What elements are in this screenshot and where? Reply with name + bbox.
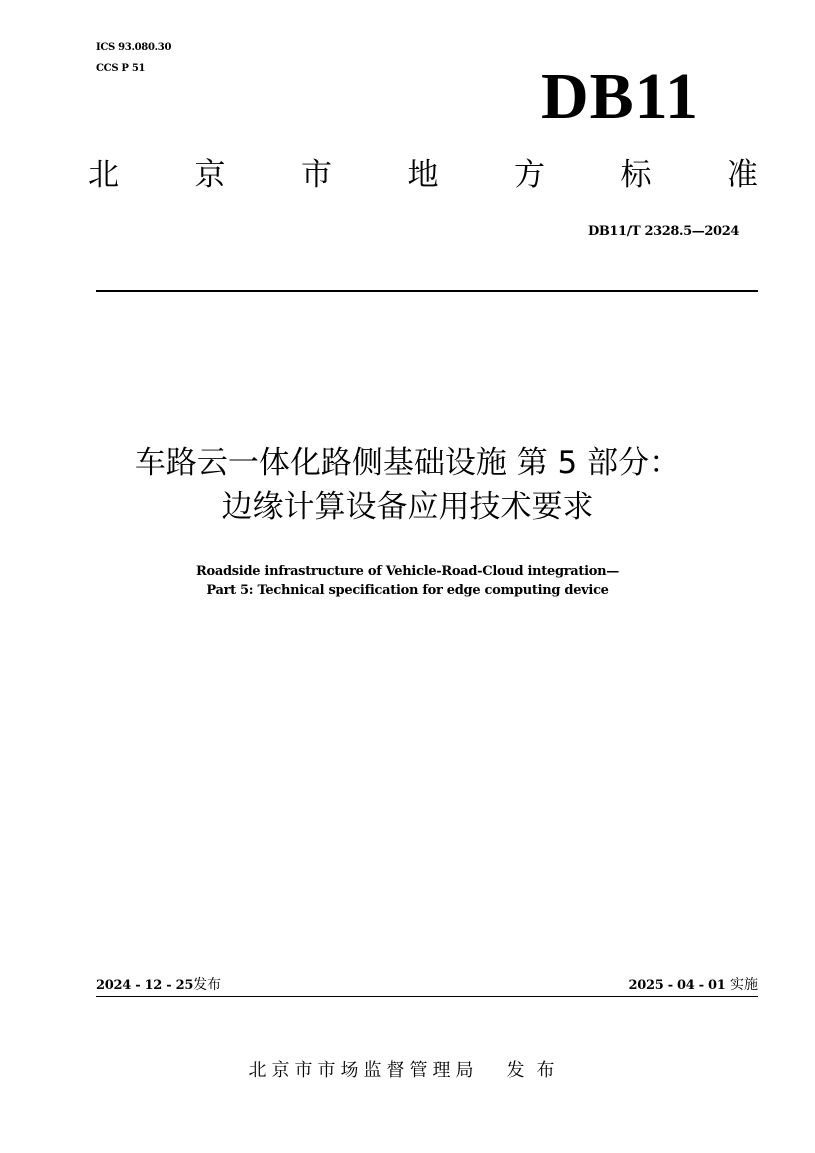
footer-divider	[96, 996, 758, 997]
standard-type-char: 北	[88, 157, 119, 193]
title-english	[0, 563, 815, 601]
issuer-action: 发布	[506, 1060, 567, 1081]
dates-row	[96, 974, 758, 994]
issuer	[0, 1056, 815, 1082]
ccs-code: CCS P 51	[96, 63, 146, 74]
standard-type-char: 准	[727, 157, 758, 193]
publish-label: 发布	[193, 977, 222, 993]
standard-number: DB11/T 2328.5—2024	[587, 224, 739, 239]
standard-type	[88, 157, 758, 194]
header-divider	[96, 290, 758, 292]
standard-mark: DB11	[540, 60, 699, 133]
title-chinese	[0, 441, 815, 529]
standard-type-char: 地	[407, 157, 439, 193]
publish-date: 2024 - 12 - 25	[96, 978, 194, 993]
publish-date-group	[96, 974, 221, 994]
standard-type-char: 市	[301, 157, 332, 193]
title-english-line-2: Part 5: Technical specification for edge computing device	[206, 582, 609, 598]
title-chinese-line-2: 边缘计算设备应用技术要求	[221, 489, 594, 526]
implement-date: 2025 - 04 - 01	[628, 978, 726, 993]
issuer-organization: 北京市市场监督管理局	[248, 1060, 479, 1081]
implement-date-group	[628, 974, 758, 994]
ics-code: ICS 93.080.30	[96, 42, 172, 53]
standard-type-char: 方	[514, 157, 545, 193]
standard-type-char: 京	[194, 157, 226, 193]
title-chinese-line-1: 车路云一体化路侧基础设施 第 5 部分：	[134, 445, 681, 481]
title-english-line-1: Roadside infrastructure of Vehicle-Road-Cloud integration—	[196, 564, 619, 579]
standard-type-char: 标	[620, 157, 652, 193]
implement-label: 实施	[730, 977, 758, 993]
